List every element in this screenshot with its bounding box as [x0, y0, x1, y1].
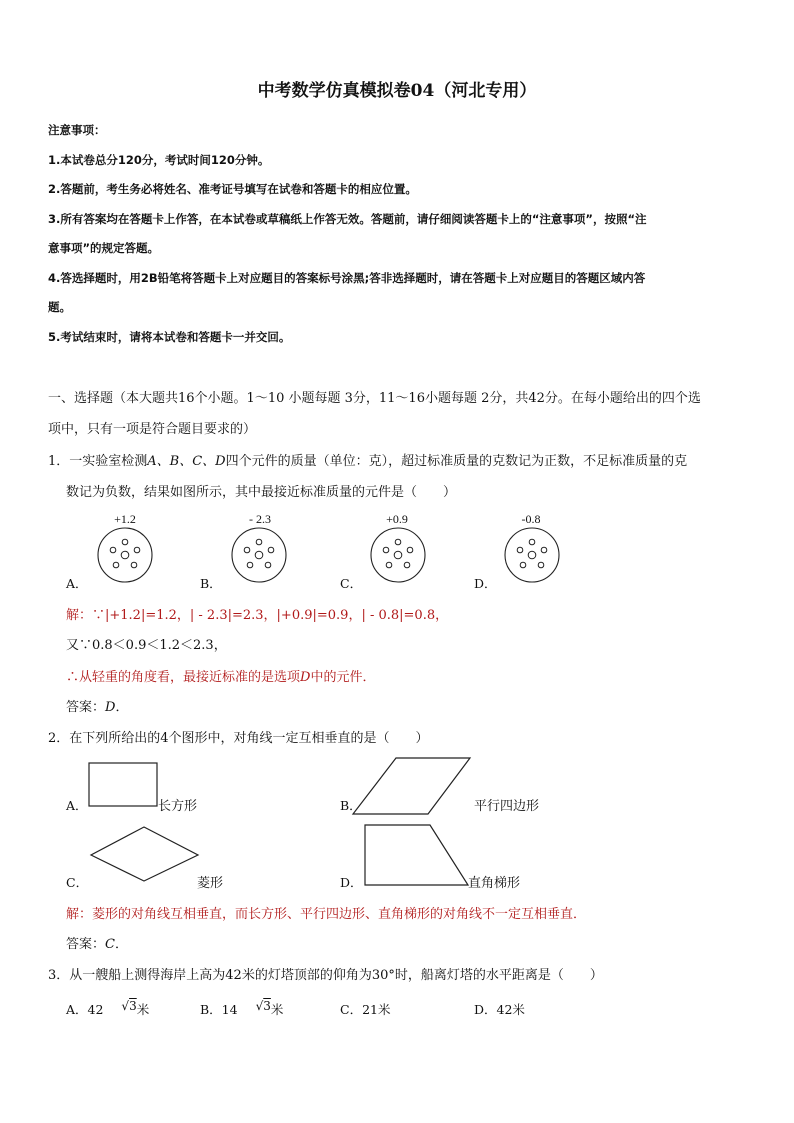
sqrt-icon: √3: [121, 999, 137, 1013]
q3-option-c: C．21米: [340, 1002, 391, 1017]
q3-option-d: D．42米: [474, 1002, 525, 1017]
q1-figure-a: [96, 526, 156, 586]
notice-line-3-cont: 意事项”的规定答题。: [48, 241, 160, 255]
q1-option-b: B．: [200, 576, 222, 591]
q1-value-c: +0.9: [386, 512, 408, 526]
q1-figure-d: [503, 526, 563, 586]
q2-figure-right-trapezoid: [364, 824, 476, 888]
notice-line-4: 4.答选择题时，用2B铅笔将答题卡上对应题目的答案标号涂黑;答非选择题时，请在答题卡上对应题目的答题区域内答: [48, 271, 646, 285]
q2-figure-parallelogram: [352, 757, 472, 817]
q2-option-c: C．: [66, 875, 89, 890]
q1-solution-line-2: 又∵0.8＜0.9＜1.2＜2.3，: [66, 638, 227, 653]
q2-label-rhombus: 菱形: [197, 876, 224, 891]
q2-solution: 解：菱形的对角线互相垂直，而长方形、平行四边形、直角梯形的对角线不一定互相垂直．: [66, 907, 587, 922]
q1-option-c: C．: [340, 576, 363, 591]
q3-option-b: B．14 √3米: [200, 999, 284, 1017]
q2-answer: 答案：C．: [66, 937, 128, 952]
q1-stem-line-1: 1．一实验室检测A、B、C、D四个元件的质量（单位：克），超过标准质量的克数记为正数，不足标准质量的克: [48, 454, 688, 469]
q3-stem: 3．从一艘船上测得海岸上高为42米的灯塔顶部的仰角为30°时，船离灯塔的水平距离是（ ）: [48, 968, 603, 983]
section-header-line-1: 一、选择题（本大题共16个小题。1～10 小题每题 3分，11～16小题每题 2分，共42分。在每小题给出的四个选: [48, 391, 701, 406]
notice-line-2: 2.答题前，考生务必将姓名、准考证号填写在试卷和答题卡的相应位置。: [48, 182, 417, 196]
q2-option-b: B．: [340, 798, 362, 813]
q1-figure-c: [369, 526, 429, 586]
q1-option-a: A．: [66, 576, 88, 591]
q2-label-parallelogram: 平行四边形: [474, 799, 540, 814]
q3-option-a: A．42 √3米: [66, 999, 150, 1017]
notice-line-1: 1.本试卷总分120分，考试时间120分钟。: [48, 153, 270, 167]
q2-figure-rectangle: [88, 762, 158, 808]
q1-option-d: D．: [474, 576, 497, 591]
q2-figure-rhombus: [90, 826, 202, 882]
q1-solution-line-3: ∴从轻重的角度看，最接近标准的是选项D中的元件．: [66, 670, 376, 685]
notice-line-4-cont: 题。: [48, 300, 71, 314]
notice-line-5: 5.考试结束时，请将本试卷和答题卡一并交回。: [48, 330, 291, 344]
section-header-line-2: 项中，只有一项是符合题目要求的）: [48, 422, 257, 437]
notice-heading: 注意事项：: [48, 123, 106, 137]
q1-figure-b: [230, 526, 290, 586]
q2-label-rectangle: 长方形: [158, 799, 198, 814]
page-title: 中考数学仿真模拟卷04（河北专用）: [257, 81, 537, 101]
q1-value-d: -0.8: [521, 512, 541, 526]
sqrt-icon: √3: [255, 999, 271, 1013]
q1-answer: 答案：D．: [66, 700, 129, 715]
q2-label-right-trapezoid: 直角梯形: [468, 876, 521, 891]
q1-stem-line-2: 数记为负数，结果如图所示，其中最接近标准质量的元件是（ ）: [66, 485, 457, 500]
q2-stem: 2．在下列所给出的4个图形中，对角线一定互相垂直的是（ ）: [48, 731, 429, 746]
q2-option-a: A．: [66, 798, 88, 813]
q2-option-d: D．: [340, 875, 363, 890]
q1-value-b: - 2.3: [249, 512, 271, 526]
q1-value-a: +1.2: [114, 512, 136, 526]
notice-line-3: 3.所有答案均在答题卡上作答，在本试卷或草稿纸上作答无效。答题前，请仔细阅读答题卡上的“注意事项”，按照“注: [48, 212, 647, 226]
q1-solution-line-1: 解：∵|+1.2|=1.2，| - 2.3|=2.3，|+0.9|=0.9，| - 0.8|=0.8，: [66, 608, 449, 623]
